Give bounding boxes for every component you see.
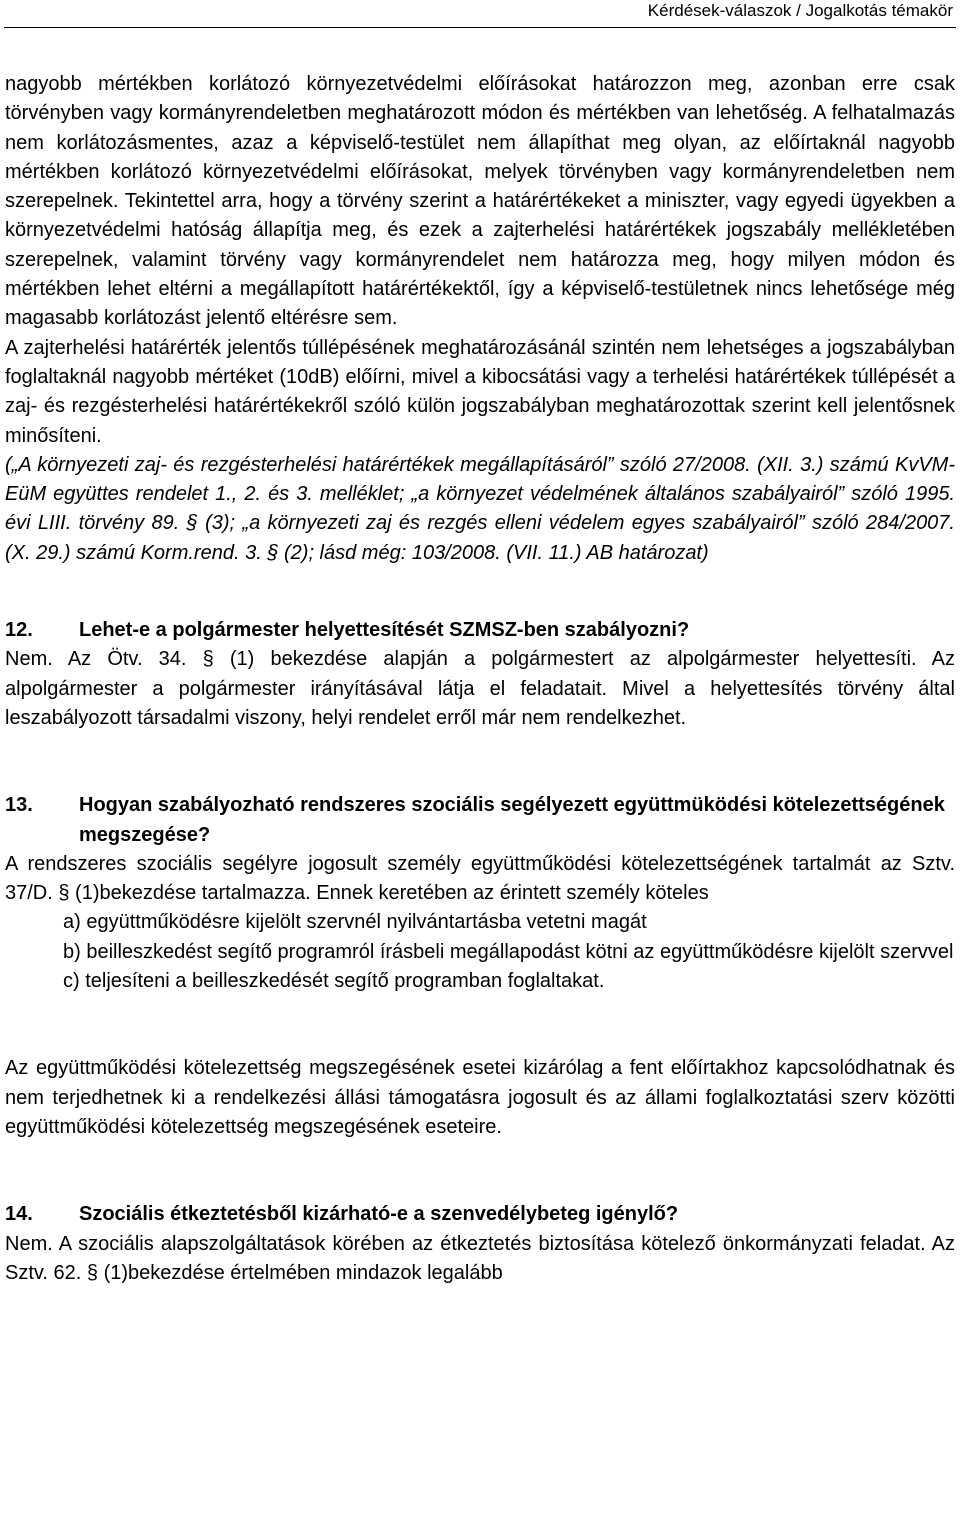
list-item-b: b) beilleszkedést segítő programról írásbeli megállapodást kötni az együttműködésre kijelölt szervvel <box>63 940 954 963</box>
answer-14: Nem. A szociális alapszolgáltatások körében az étkeztetés biztosítása kötelező önkormányzati feladat. Az Sztv. 62. § (1)bekezdése értelmében mindazok legalább <box>5 1232 955 1284</box>
question-title: Szociális étkeztetésből kizárható-e a szenvedélybeteg igénylő? <box>79 1203 679 1226</box>
list-item-a: a) együttműködésre kijelölt szervnél nyilvántartásba vetetni magát <box>63 911 647 934</box>
question-title: Hogyan szabályozható rendszeres szociális segélyezett együttmüködési kötelezettségének megszegése? <box>79 794 945 846</box>
answer-13-closing: Az együttműködési kötelezettség megszegésének esetei kizárólag a fent előírtakhoz kapcsolódhatnak és nem terjedhetnek ki a rendelkezési állási támogatásra jogosult és az állami foglalkoztatási szerv közötti együttműködési kötelezettség megszegésének eseteire. <box>5 1057 955 1138</box>
list-item-c: c) teljesíteni a beilleszkedését segítő programban foglaltakat. <box>63 970 605 993</box>
paragraph-environment: nagyobb mértékben korlátozó környezetvédelmi előírásokat határozzon meg, azonban erre csak törvényben vagy kormányrendeletben meghatározott módon és mértékben van lehetőség. A felhatalmazás nem korlátozásmentes, azaz a képviselő-testület nem állapíthat meg olyan, az előírtaknál nagyobb mértékben korlátozó környezetvédelmi előírásokat, melyek törvényben vagy kormányrendeletben nem szerepelnek. Tekintettel arra, hogy a törvény szerint a határértékeket a miniszter, vagy egyedi ügyekben a környezetvédelmi hatóság állapítja meg, és ezek a zajterhelési határértékek jogszabály mellékletében szerepelnek, valamint törvény vagy kormányrendelet nem határozza meg, hogy milyen módon és mértékben lehet eltérni a megállapított határértékektől, így a képviselő-testületnek nincs lehetősége még magasabb korlátozást jelentő eltérésre sem. <box>5 73 955 330</box>
question-number: 12. <box>5 619 33 642</box>
question-12-heading <box>5 616 955 645</box>
document-body <box>5 70 955 1288</box>
paragraph-noise-limit: A zajterhelési határérték jelentős túllépésének meghatározásánál szintén nem lehetséges a jogszabályban foglaltaknál nagyobb mértéket (10dB) előírni, mivel a kibocsátási vagy a terhelési határértékek túllépését a zaj- és rezgésterhelési határértékekről szóló külön jogszabályban meghatározottak szerint kell jelentősnek minősíteni. <box>5 336 955 447</box>
question-13-heading <box>5 791 955 850</box>
legal-references: („A környezeti zaj- és rezgésterhelési határértékek megállapításáról” szóló 27/2008. (XII. 3.) számú KvVM-EüM együttes rendelet 1., 2. és 3. melléklet; „a környezet védelmének általános szabályairól” szóló 1995. évi LIII. törvény 89. § (3); „a környezeti zaj és rezgés elleni védelem egyes szabályairól” szóló 284/2007. (X. 29.) számú Korm.rend. 3. § (2); lásd még: 103/2008. (VII. 11.) AB határozat) <box>5 453 955 564</box>
question-14-heading <box>5 1200 955 1229</box>
question-title: Lehet-e a polgármester helyettesítését SZMSZ-ben szabályozni? <box>79 619 690 642</box>
header-rule <box>4 27 956 28</box>
page-header: Kérdések-válaszok / Jogalkotás témakör <box>647 1 953 20</box>
answer-12: Nem. Az Ötv. 34. § (1) bekezdése alapján a polgármestert az alpolgármester helyettesíti. Az alpolgármester a polgármester irányításával látja el feladatait. Mivel a helyettesítés törvény által leszabályozott társadalmi viszony, helyi rendelet erről már nem rendelkezhet. <box>5 648 955 729</box>
question-number: 13. <box>5 794 33 817</box>
answer-13: A rendszeres szociális segélyre jogosult személy együttműködési kötelezettségének tartalmát az Sztv. 37/D. § (1)bekezdése tartalmazza. Ennek keretében az érintett személy köteles <box>5 852 955 905</box>
question-number: 14. <box>5 1203 33 1226</box>
